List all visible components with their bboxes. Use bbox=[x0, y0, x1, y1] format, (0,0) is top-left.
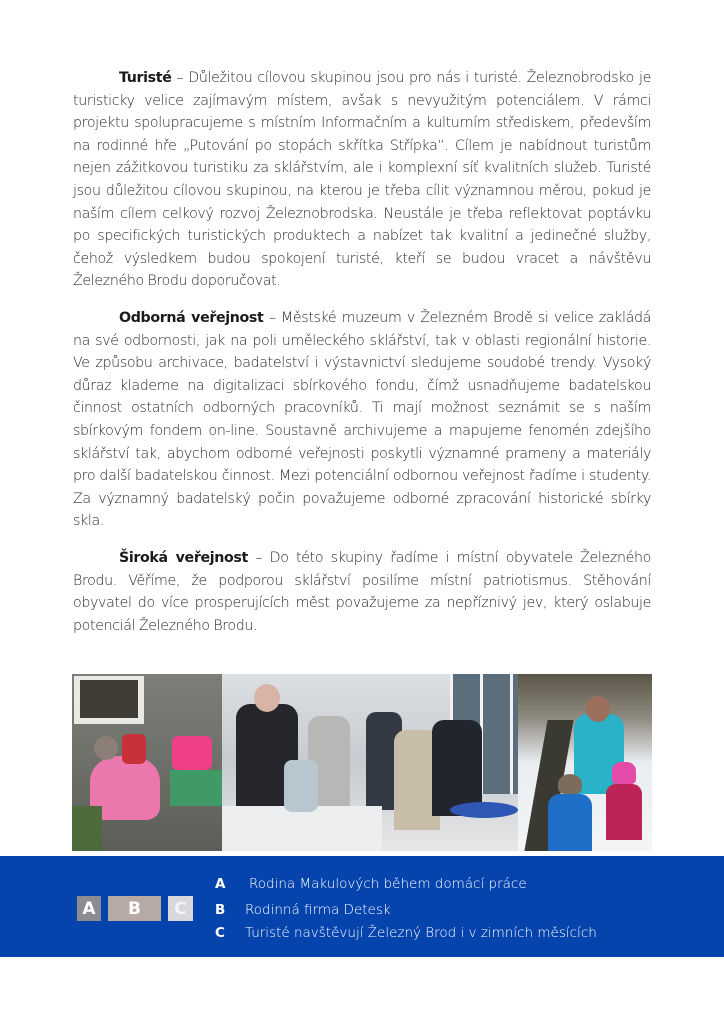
paragraph-text: – Důležitou cílovou skupinou jsou pro nás i turisté. Železnobrodsko je turisticky velice zajímavým místem, avšak s nevyužitým potenciálem. V rámci projektu spolupracujeme s místním Informačním a kulturním střediskem, především na rodinné hře „Putování po stopách skřítka Střípka“. Cílem je nabídnout turistům nejen zážitkovou turistiku za sklářstvím, ale i komplexní síť kvalitních služeb. Turisté jsou důležitou cílovou skupinou, na kterou je třeba cílit významnou měrou, pokud je naším cílem celkový rozvoj Železnobrodska. Neustále je třeba reflektovat poptávku po specifických turistických produktech a nabízet tak kvalitní a jedinečné služby, čehož výsledkem budou spokojení turisté, kteří se budou vracet a návštěvu Železného Brodu doporučovat. bbox=[73, 70, 651, 290]
caption-text: Rodinná firma Detesk bbox=[245, 902, 391, 918]
caption-letter: C bbox=[215, 925, 225, 941]
head-shape bbox=[586, 696, 610, 722]
head-shape bbox=[254, 684, 280, 712]
glass-jar-shape bbox=[284, 760, 318, 812]
person-pink-shape bbox=[172, 736, 212, 770]
pink-hat-shape bbox=[612, 762, 636, 784]
caption-a bbox=[215, 876, 527, 892]
paragraph-text: – Do této skupiny řadíme i místní obyvatele Železného Brodu. Věříme, že podporou sklářství posilíme místní patriotismus. Stěhování obyvatel do více prosperujících měst považujeme za nepříznivý jev, který oslabuje potenciál Železného Brodu. bbox=[73, 550, 651, 634]
grass-shape bbox=[72, 806, 102, 851]
glass-bowl-shape bbox=[450, 802, 518, 818]
photo-strip bbox=[72, 674, 652, 851]
counter-shape bbox=[222, 806, 382, 851]
window-glass-shape bbox=[80, 680, 138, 718]
photo-key-b: B bbox=[108, 896, 161, 921]
table-shape bbox=[170, 770, 222, 806]
head-shape bbox=[94, 736, 118, 760]
caption-text: Turisté navštěvují Železný Brod i v zimních měsících bbox=[245, 925, 597, 941]
caption-letter: A bbox=[215, 876, 226, 892]
photo-b-family-company bbox=[222, 674, 518, 851]
knit-hat-shape bbox=[558, 774, 582, 794]
paragraph-heading: Odborná veřejnost bbox=[119, 310, 264, 326]
paragraph-heading: Široká veřejnost bbox=[119, 550, 248, 566]
child-shape bbox=[122, 734, 146, 764]
caption-text: Rodina Makulových během domácí práce bbox=[249, 876, 527, 892]
child-red-jacket-shape bbox=[606, 784, 642, 840]
child-blue-jacket-shape bbox=[548, 794, 592, 851]
photo-a-family-at-home bbox=[72, 674, 222, 851]
photo-c-winter-tourists bbox=[518, 674, 652, 851]
caption-banner bbox=[0, 856, 724, 957]
paragraph-professional-public bbox=[73, 307, 651, 533]
paragraph-general-public bbox=[73, 547, 651, 637]
caption-letter: B bbox=[215, 902, 226, 918]
caption-b bbox=[215, 902, 391, 918]
photo-key-a: A bbox=[77, 896, 101, 921]
paragraph-text: – Městské muzeum v Železném Brodě si velice zakládá na své odbornosti, jak na poli uměleckého sklářství, tak v oblasti regionální historie. Ve způsobu archivace, badatelství i výstavnictví sledujeme soudobé trendy. Vysoký důraz klademe na digitalizaci sbírkového fondu, čímž usnadňujeme badatelskou činnost ostatních odborných pracovníků. Ti mají možnost seznámit se s naším sbírkovým fondem on-line. Soustavně archivujeme a mapujeme fenomén zdejšího sklářství tak, abychom odborné veřejnosti poskytli významné prameny a materiály pro další badatelskou činnost. Mezi potenciální odbornou veřejnost řadíme i studenty. Za významný badatelský počin považujeme odborné zpracování historické sbírky skla. bbox=[73, 310, 651, 530]
paragraph-tourists bbox=[73, 67, 651, 293]
caption-c bbox=[215, 925, 597, 941]
paragraph-heading: Turisté bbox=[119, 70, 172, 86]
photo-key-c: C bbox=[168, 896, 193, 921]
